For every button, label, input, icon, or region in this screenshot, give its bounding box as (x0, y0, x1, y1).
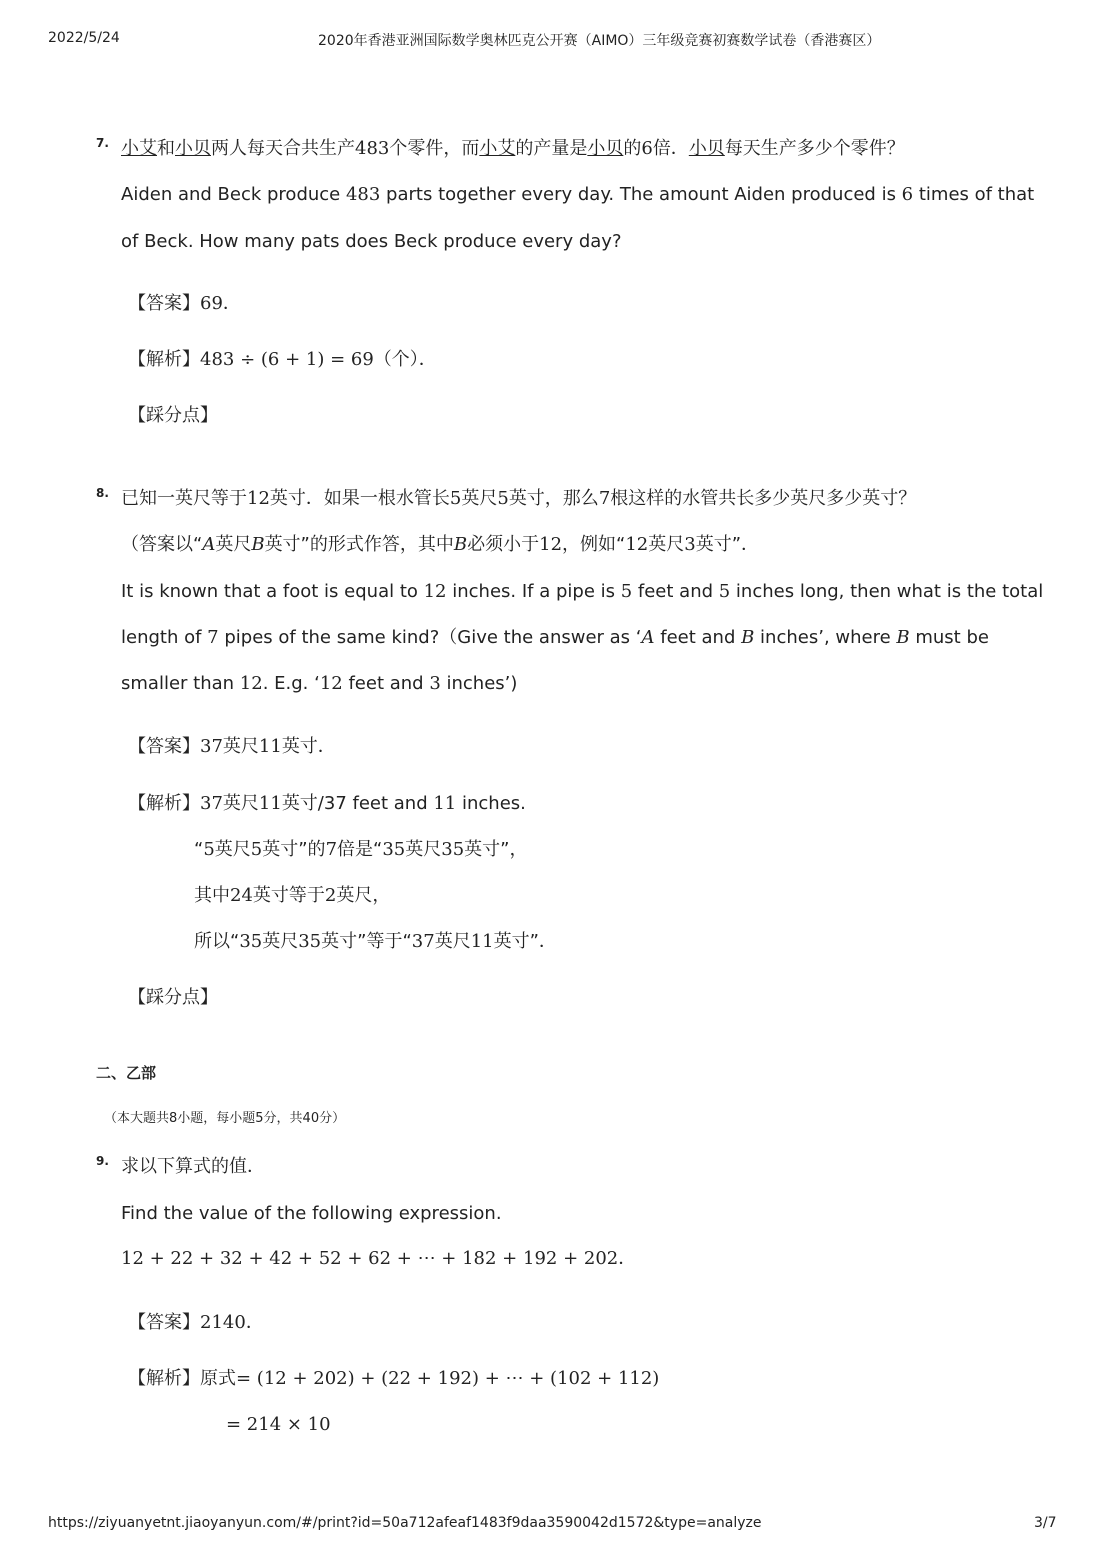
question-9-expression (121, 1247, 636, 1271)
text: 英寸/37 feet and (281, 793, 434, 814)
text: 必须小于 (467, 534, 540, 555)
number: 35 (298, 931, 322, 952)
text: 英尺 (222, 736, 259, 757)
text: feet and (654, 627, 742, 648)
number: 5 (203, 839, 215, 860)
text: pipes of the same kind?（Give the answer as ‘ (218, 627, 642, 648)
text: 英尺 (222, 793, 259, 814)
section-title: 二、乙部 (96, 1064, 157, 1082)
number: 7 (207, 627, 219, 648)
number: 12 (539, 534, 563, 555)
question-8-analysis-step3 (194, 930, 557, 954)
variable: B (251, 534, 265, 555)
text: It is known that a foot is equal to (121, 581, 424, 602)
question-7-analysis (128, 348, 437, 372)
number: 35 (239, 931, 263, 952)
number: 5 (718, 581, 731, 602)
question-9-number: 9. (96, 1154, 109, 1168)
question-7-text-zh (121, 137, 905, 161)
text: 倍． (652, 138, 689, 159)
solution-formula: = (12 + 202) + (22 + 192) + ⋯ + (102 + 112) (236, 1368, 660, 1389)
analysis-label: 【解析】 (128, 349, 200, 370)
expression: 12 + 22 + 32 + 42 + 52 + 62 + ⋯ + 182 + 192 + 202 (121, 1248, 619, 1269)
text: inches long, then what is the total (730, 581, 1044, 602)
section-note: （本大题共8小题，每小题5分，共40分） (104, 1111, 346, 1126)
number: 11 (433, 793, 457, 814)
answer-value: 69 (200, 293, 223, 314)
text: feet and (632, 581, 719, 602)
variable: B (896, 627, 910, 648)
question-7-text-en-line1 (121, 183, 1034, 207)
number: 11 (258, 736, 282, 757)
name-xiaobei: 小贝 (175, 138, 211, 159)
number: 37 (200, 736, 223, 757)
text: 英尺 (215, 534, 252, 555)
number: 35 (382, 839, 406, 860)
text: 其中 (194, 885, 230, 906)
variable: A (202, 534, 216, 555)
text: ，例如“ (562, 534, 626, 555)
analysis-label: 【解析】 (128, 1368, 200, 1389)
question-9-analysis (128, 1367, 659, 1391)
analysis-label: 【解析】 (128, 793, 200, 814)
name-xiaoai: 小艾 (121, 138, 157, 159)
number: 5 (620, 581, 633, 602)
question-8-analysis-step1 (194, 838, 527, 862)
number: 5 (497, 488, 509, 509)
number: 35 (441, 839, 465, 860)
question-8-analysis (128, 792, 526, 816)
number: 12 (247, 488, 270, 509)
text: feet and (342, 673, 430, 694)
solution-formula: 483 ÷ (6 + 1) = 69 (200, 349, 374, 370)
text: （答案以“ (121, 534, 203, 555)
number: 11 (470, 931, 494, 952)
question-8-text-zh-line1 (121, 487, 916, 511)
number: 5 (250, 839, 263, 860)
question-7-scoring: 【踩分点】 (128, 405, 218, 426)
number: 3 (684, 534, 696, 555)
question-9-text-en: Find the value of the following expression. (121, 1203, 502, 1224)
text: 已知一英尺等于 (121, 488, 247, 509)
number: 483 (345, 184, 381, 205)
text: 英寸”． (695, 534, 760, 555)
text: 根这样的水管共长多少英尺多少英寸？ (610, 488, 917, 509)
page-number: 3/7 (1034, 1515, 1057, 1531)
text: parts together every day. The amount Aiden produced is (380, 184, 902, 205)
text: 英尺 (648, 534, 685, 555)
name-xiaobei: 小贝 (688, 138, 725, 159)
text: “ (194, 839, 204, 860)
text: smaller than (121, 673, 240, 694)
text: 英寸”的 (262, 839, 326, 860)
text: inches. If a pipe is (446, 581, 621, 602)
number: 7 (325, 839, 338, 860)
text: 倍是“ (337, 839, 383, 860)
text: 英寸”， (464, 839, 528, 860)
text: 英寸．如果一根水管长 (269, 488, 450, 509)
question-9-text-zh: 求以下算式的值． (121, 1156, 265, 1177)
text: 英寸”等于“ (321, 931, 412, 952)
question-8-text-en-line2 (121, 626, 989, 650)
text: 英尺 (405, 839, 442, 860)
question-8-text-en-line1 (121, 580, 1043, 604)
text: 英尺， (336, 885, 391, 906)
name-xiaobei: 小贝 (587, 138, 624, 159)
text: inches. (456, 793, 526, 814)
question-9-answer (128, 1311, 264, 1335)
text: inches’) (440, 673, 518, 694)
text: 两人每天合共生产 (211, 138, 355, 159)
number: 37 (200, 793, 223, 814)
text: times of that (913, 184, 1035, 205)
question-7-number: 7. (96, 136, 109, 150)
answer-label: 【答案】 (128, 293, 200, 314)
text: 英寸等于 (252, 885, 325, 906)
answer-value: 2140 (200, 1312, 246, 1333)
number: 24 (230, 885, 253, 906)
question-8-text-en-line3 (121, 672, 517, 696)
text: 英尺 (262, 931, 299, 952)
number: 11 (258, 793, 282, 814)
number: 2 (324, 885, 337, 906)
print-date: 2022/5/24 (48, 30, 120, 46)
number: 12 (625, 534, 649, 555)
page-url: https://ziyuanyetnt.jiaoyanyun.com/#/print?id=50a712afeaf1483f9daa3590042d1572&type=analyze (48, 1515, 762, 1531)
text: 的 (623, 138, 642, 159)
number: 7 (598, 488, 611, 509)
number: 37 (411, 931, 435, 952)
text: 每天生产多少个零件？ (724, 138, 905, 159)
text: 英尺 (434, 931, 471, 952)
text: 英寸，那么 (508, 488, 599, 509)
text: ． (618, 1248, 637, 1269)
number: 483 (355, 138, 390, 159)
text: ． (245, 1312, 264, 1333)
number: 5 (449, 488, 462, 509)
number: 12 (239, 673, 263, 694)
document-title: 2020年香港亚洲国际数学奥林匹克公开赛（AIMO）三年级竞赛初赛数学试卷（香港赛区） (318, 33, 881, 49)
number: 6 (641, 138, 653, 159)
question-8-scoring: 【踩分点】 (128, 987, 218, 1008)
variable: B (741, 627, 755, 648)
question-8-number: 8. (96, 486, 109, 500)
number: 12 (319, 673, 343, 694)
variable: B (453, 534, 468, 555)
text: 原式 (200, 1368, 236, 1389)
question-8-answer (128, 735, 336, 759)
text: 所以“ (194, 931, 240, 952)
text: Aiden and Beck produce (121, 184, 346, 205)
text: 和 (157, 138, 175, 159)
text: inches’, where (754, 627, 897, 648)
text: 英尺 (461, 488, 498, 509)
text: 英寸． (281, 736, 336, 757)
number: 3 (429, 673, 441, 694)
question-9-analysis-step2: = 214 × 10 (226, 1414, 331, 1435)
text: 英寸”． (493, 931, 557, 952)
question-8-text-zh-line2 (121, 533, 759, 557)
number: 12 (423, 581, 447, 602)
answer-label: 【答案】 (128, 1312, 200, 1333)
name-xiaoai: 小艾 (479, 138, 516, 159)
text: 的产量是 (515, 138, 588, 159)
number: 6 (901, 184, 914, 205)
question-7-answer (128, 292, 241, 316)
text: 英尺 (214, 839, 251, 860)
text: 英寸”的形式作答，其中 (264, 534, 454, 555)
question-8-analysis-step2 (194, 884, 390, 908)
variable: A (641, 627, 655, 648)
text: length of (121, 627, 208, 648)
text: （个）． (373, 349, 437, 370)
text: ． (222, 293, 241, 314)
question-7-text-en-line2: of Beck. How many pats does Beck produce every day? (121, 231, 622, 252)
answer-label: 【答案】 (128, 736, 200, 757)
text: must be (909, 627, 989, 648)
text: 个零件，而 (389, 138, 480, 159)
text: . E.g. ‘ (262, 673, 320, 694)
